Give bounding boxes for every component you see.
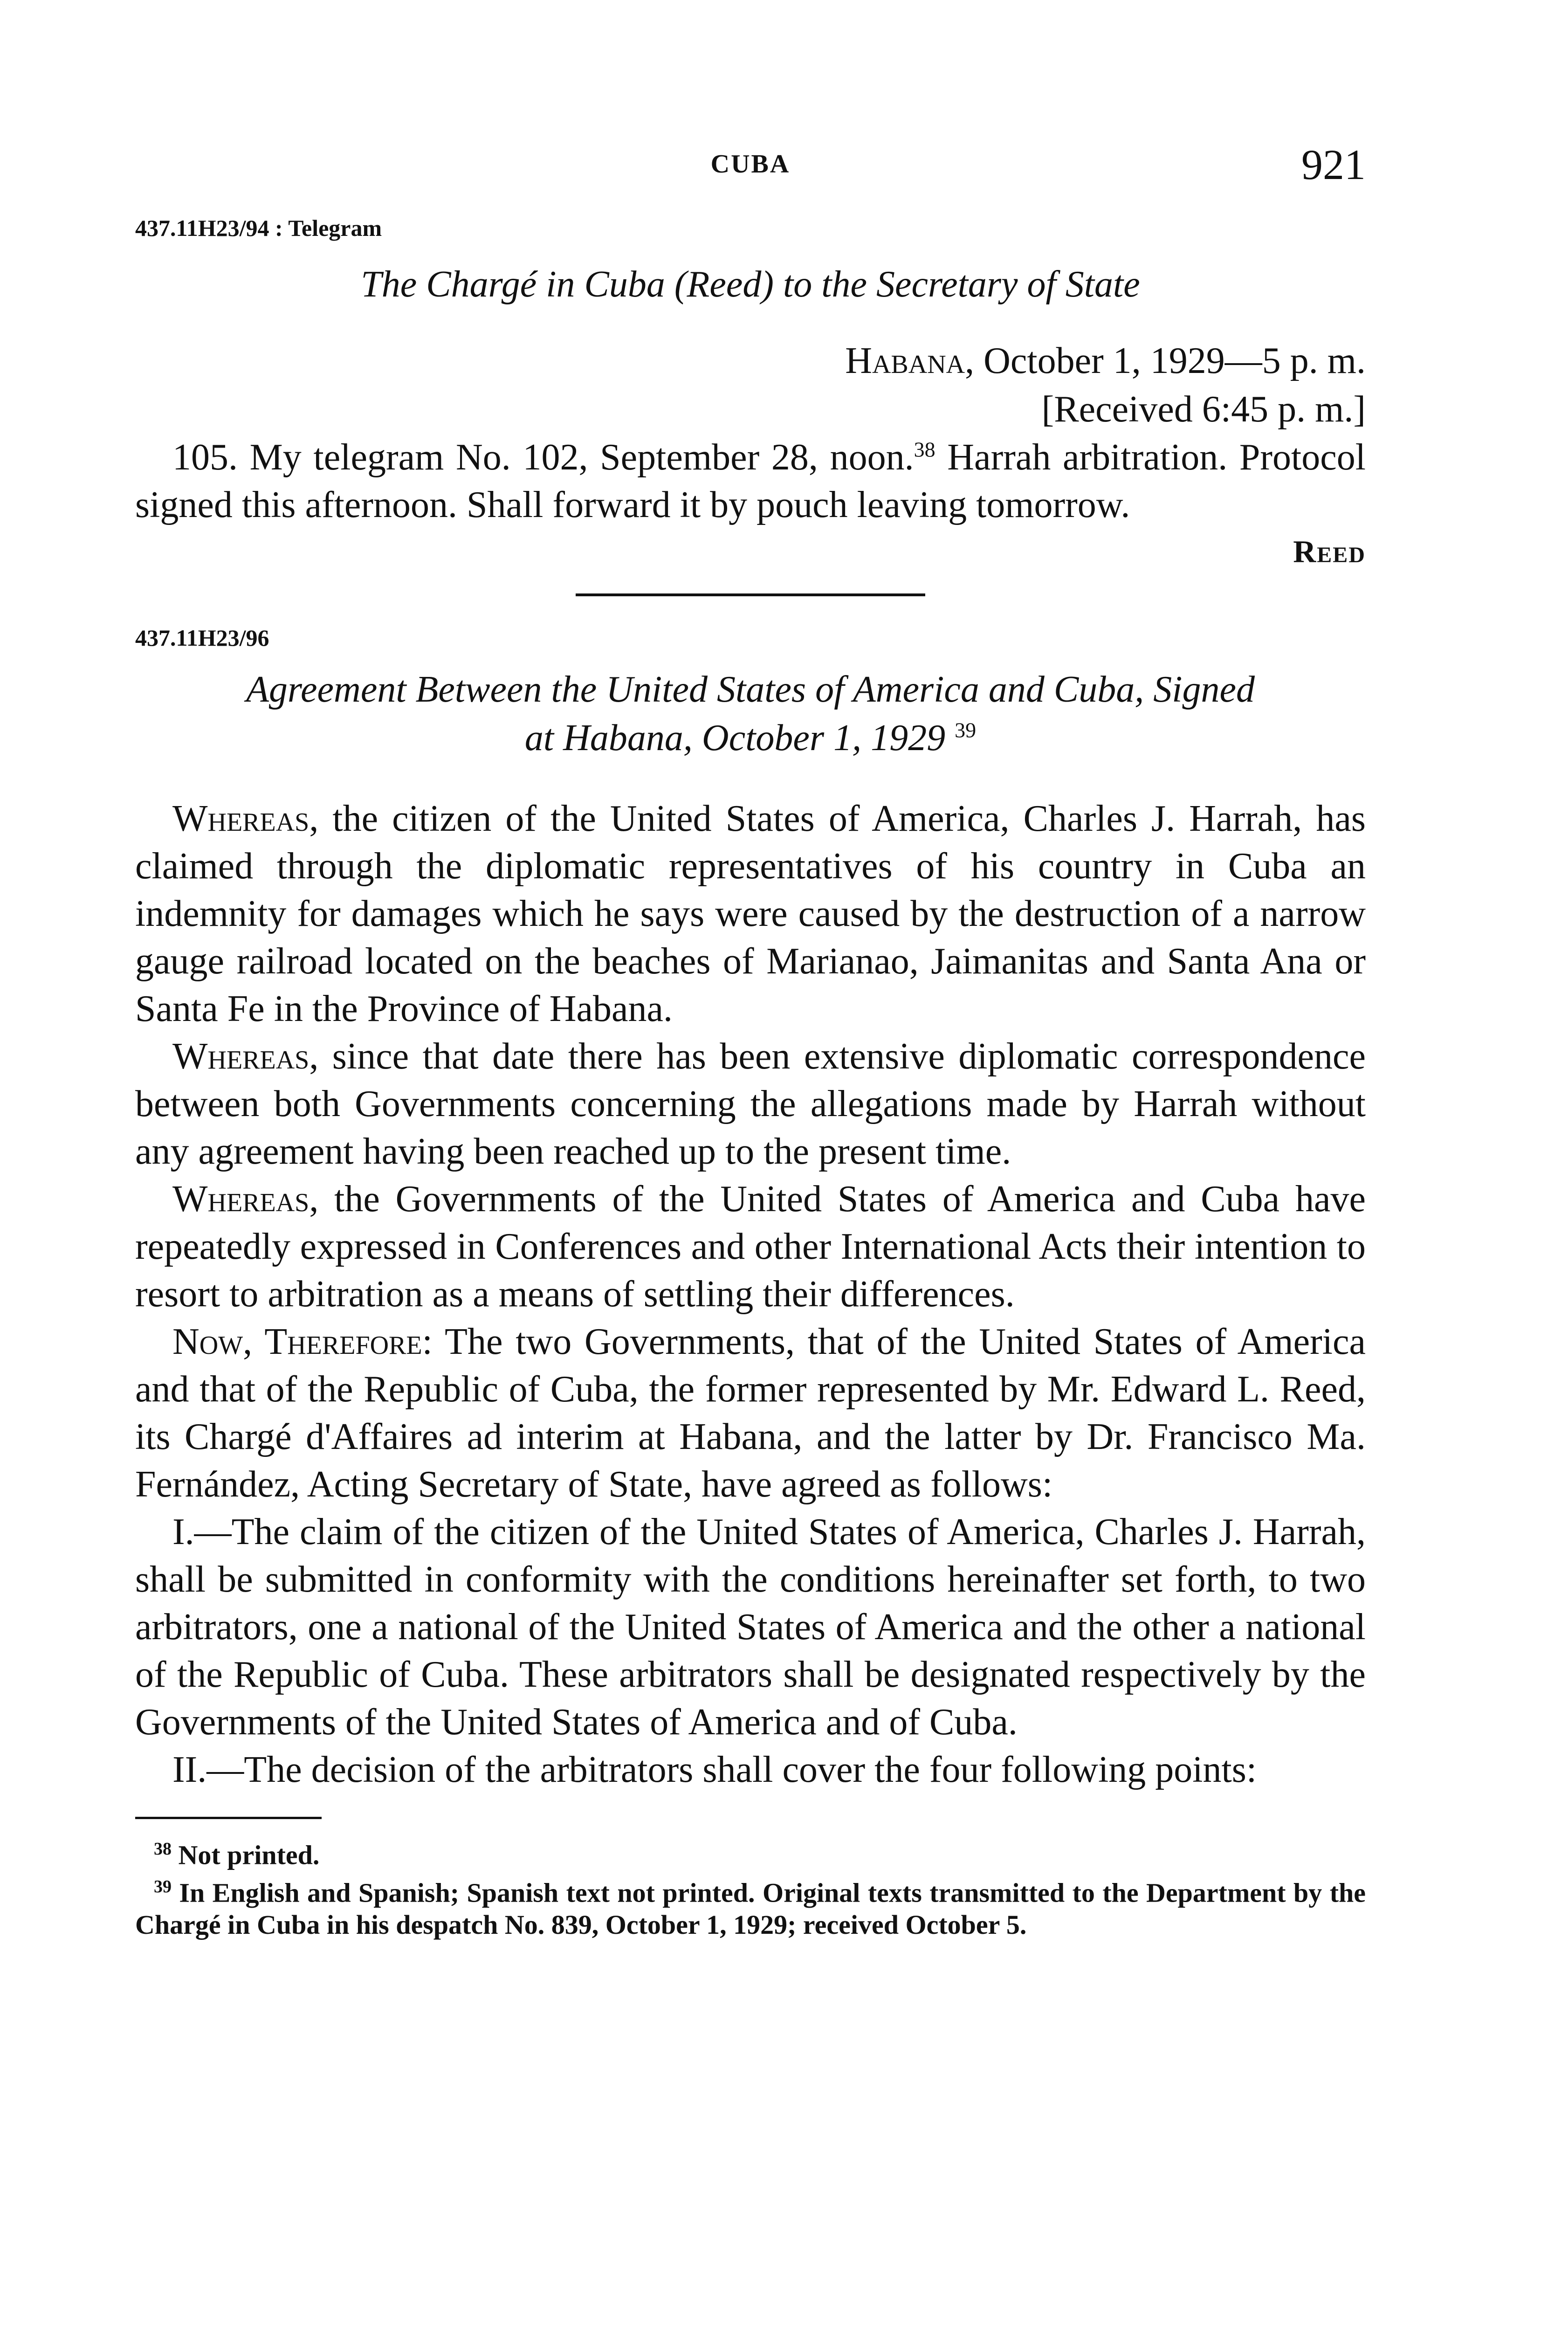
footnote-text: In English and Spanish; Spanish text not printed. Original texts transmitted to the Department by the Chargé in Cuba in his despatch No. 839, October 1, 1929; received October 5. <box>135 1877 1366 1940</box>
file-reference-telegram: 437.11H23/94 : Telegram <box>135 215 382 241</box>
paragraph-text: , since that date there has been extensive diplomatic correspondence between both Governments concerning the allegations made by Harrah without any agreement having been reached up to the present time. <box>135 1036 1366 1172</box>
footnote-38 <box>135 1833 1366 1871</box>
dateline-place: Habana <box>845 340 965 381</box>
footnote-39 <box>135 1871 1366 1940</box>
footnote-rule <box>135 1817 322 1819</box>
telegram-body <box>135 434 1366 529</box>
page-number: 921 <box>1301 141 1366 188</box>
paragraph-lead: Whereas <box>172 1179 309 1220</box>
agreement-article-2 <box>135 1746 1366 1793</box>
footnote-text: Not printed. <box>178 1840 320 1870</box>
footnote-ref-39: 39 <box>955 718 977 742</box>
agreement-heading-line2: at Habana, October 1, 1929 <box>524 717 946 759</box>
telegram-signature: Reed <box>1293 534 1366 569</box>
document-page <box>135 140 1366 1941</box>
paragraph-text: , the Governments of the United States of America and Cuba have repeatedly expressed in Conferences and other International Acts their intention to resort to arbitration as a means of settling their differences. <box>135 1179 1366 1315</box>
telegram-heading: The Chargé in Cuba (Reed) to the Secretary of State <box>361 264 1140 305</box>
paragraph-text: The two Governments, that of the United States of America and that of the Republic of Cuba, the former represented by Mr. Edward L. Reed, its Chargé d'Affaires ad interim at Habana, and the latter by Dr. Francisco Ma. Fernández, Acting Secretary of State, have agreed as follows: <box>135 1321 1366 1505</box>
file-reference-agreement: 437.11H23/96 <box>135 625 269 651</box>
agreement-paragraph-4 <box>135 1318 1366 1508</box>
paragraph-lead: Whereas <box>172 1036 309 1077</box>
agreement-paragraph-3 <box>135 1175 1366 1318</box>
telegram-dateline <box>135 337 1366 385</box>
running-head <box>135 140 1366 191</box>
paragraph-text: , the citizen of the United States of America, Charles J. Harrah, has claimed through the diplomatic representatives of his country in Cuba an indemnity for damages which he says were caused by the destruction of a narrow gauge railroad located on the beaches of Marianao, Jaimanitas and Santa Ana or Santa Fe in the Province of Habana. <box>135 798 1366 1029</box>
agreement-paragraph-2 <box>135 1033 1366 1175</box>
footnote-ref-38: 38 <box>914 437 935 462</box>
agreement-heading <box>135 665 1366 762</box>
telegram-received: [Received 6:45 p. m.] <box>1041 389 1366 430</box>
agreement-paragraph-1 <box>135 795 1366 1033</box>
paragraph-text: II.—The decision of the arbitrators shall cover the four following points: <box>172 1749 1257 1790</box>
agreement-heading-line2-wrap <box>135 714 1366 762</box>
telegram-body-end: Harrah arbitration. Protocol signed this afternoon. Shall forward it by pouch leaving tomorrow. <box>135 437 1366 525</box>
dateline-date: , October 1, 1929—5 p. m. <box>965 340 1366 381</box>
agreement-heading-line1: Agreement Between the United States of America and Cuba, Signed <box>246 669 1255 710</box>
paragraph-lead: Now, Therefore: <box>172 1321 433 1362</box>
paragraph-lead: Whereas <box>172 798 309 839</box>
agreement-article-1 <box>135 1508 1366 1746</box>
section-divider <box>576 593 925 596</box>
telegram-body-start: 105. My telegram No. 102, September 28, noon. <box>172 437 914 478</box>
footnote-number: 38 <box>154 1839 172 1859</box>
running-head-title: CUBA <box>710 150 791 179</box>
footnote-number: 39 <box>154 1877 172 1897</box>
paragraph-text: I.—The claim of the citizen of the United States of America, Charles J. Harrah, shall be submitted in conformity with the conditions hereinafter set forth, to two arbitrators, one a national of the United States of America and the other a national of the Republic of Cuba. These arbitrators shall be designated respectively by the Governments of the United States of America and of Cuba. <box>135 1511 1366 1743</box>
